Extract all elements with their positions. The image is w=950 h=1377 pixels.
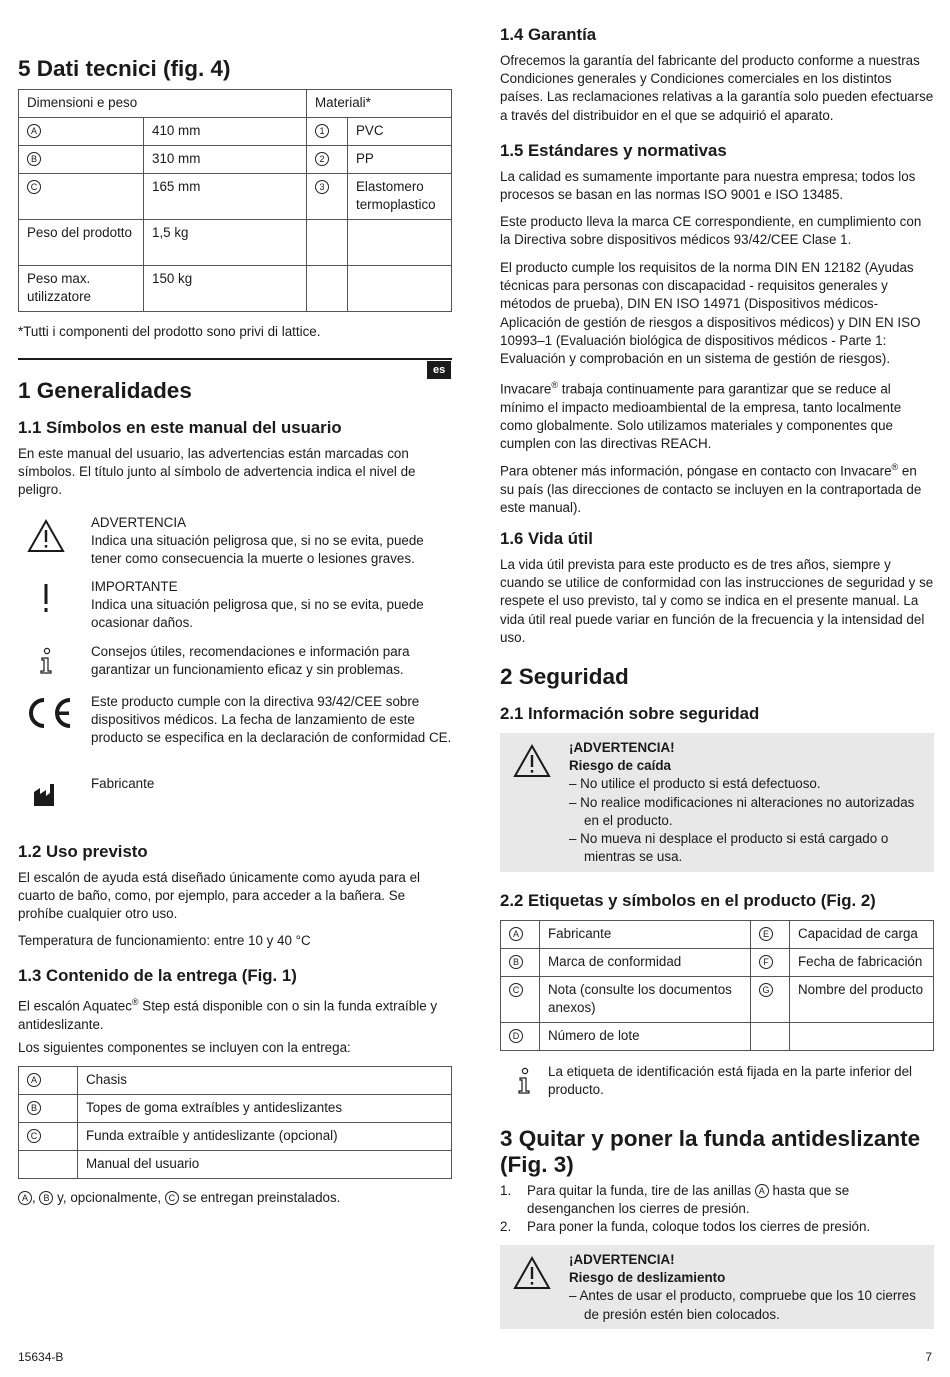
list-item-text: No realice modificaciones ni alteraciones no autorizadas en el producto. [580, 794, 915, 828]
table-cell: Nombre del producto [790, 977, 934, 1023]
letter-marker: C [165, 1191, 179, 1205]
table-cell: Manual del usuario [78, 1151, 452, 1179]
list-item-text: No utilice el producto si está defectuoso. [580, 776, 821, 792]
symbol-text: Este producto cumple con la directiva 93/42/CEE sobre dispositivos médicos. La fecha de lanzamiento de este producto se especifica en la declaración de conformidad CE. [91, 694, 452, 746]
text-run: hasta que se desenganchen los cierres de presión. [527, 1183, 850, 1217]
table-cell: PVC [348, 118, 452, 146]
registered-mark: ® [551, 380, 558, 390]
table-row [19, 220, 452, 266]
list-item: – No utilice el producto si está defectuoso. [569, 776, 821, 792]
text-run: , [32, 1190, 40, 1205]
step-number: 1. [500, 1183, 512, 1198]
table-row [19, 118, 452, 146]
warning-subtitle: Riesgo de caída [569, 758, 671, 774]
letter-marker: C [27, 180, 41, 194]
steps-list [500, 1182, 934, 1237]
text-run: y, opcionalmente, [53, 1190, 165, 1205]
table-cell: 410 mm [144, 118, 307, 146]
tech-data-table [18, 89, 452, 312]
section-2-1-title: 2.1 Información sobre seguridad [500, 704, 760, 723]
registered-mark: ® [131, 997, 139, 1007]
warning-content [569, 1251, 924, 1324]
table-row [19, 1067, 452, 1095]
number-marker: 2 [315, 152, 329, 166]
info-icon [24, 646, 68, 676]
paragraph [500, 458, 934, 517]
list-item-text: Antes de usar el producto, compruebe que los 10 cierres de presión estén bien colocados. [579, 1288, 916, 1322]
symbol-title: ADVERTENCIA [91, 515, 186, 530]
letter-marker: D [509, 1029, 523, 1043]
latex-note: *Tutti i componenti del prodotto sono privi di lattice. [18, 324, 321, 339]
table-cell: Peso max. utilizzatore [19, 266, 144, 312]
warning-box-fall [500, 733, 934, 872]
letter-marker: A [27, 124, 41, 138]
text-run: en su país (las direcciones de contacto se incluyen en la contraportada de este manual). [500, 463, 922, 515]
number-marker: 1 [315, 124, 329, 138]
text-run: trabaja continuamente para garantizar que se reduce al mínimo el impacto medioambiental de la empresa, tanto localmente como globalmente. Solo utilizamos materiales y componentes que cumplen con las directivas REACH. [500, 381, 902, 452]
table-cell: 165 mm [144, 174, 307, 220]
page-number: 7 [925, 1350, 932, 1364]
table-row [501, 921, 934, 949]
exclamation-icon [24, 581, 68, 615]
symbol-description [91, 775, 452, 793]
table-cell: Topes de goma extraíbles y antideslizantes [78, 1095, 452, 1123]
table-cell: Elastomero termoplastico [348, 174, 452, 220]
id-label-note: La etiqueta de identificación está fijada en la parte inferior del producto. [548, 1064, 913, 1098]
paragraph: El escalón de ayuda está diseñado únicamente como ayuda para el cuarto de baño, como, por ejemplo, para acceder a la bañera. Se prohíbe cualquier otro uso. [18, 870, 420, 922]
preinstalled-note [18, 1189, 452, 1207]
table-row [19, 1123, 452, 1151]
table-row [19, 146, 452, 174]
text-run: El escalón Aquatec [18, 998, 132, 1014]
table-cell: Peso del prodotto [19, 220, 144, 266]
table-cell: Capacidad de carga [790, 921, 934, 949]
table-cell: Fabricante [540, 921, 751, 949]
table-row [19, 1151, 452, 1179]
letter-marker: C [27, 1129, 41, 1143]
symbol-text: Consejos útiles, recomendaciones e información para garantizar un funcionamiento eficaz y sin problemas. [91, 644, 410, 678]
table-cell: Funda extraíble y antideslizante (opcional) [78, 1123, 452, 1151]
table-cell: PP [348, 146, 452, 174]
list-item [500, 1218, 934, 1236]
table-cell: Fecha de fabricación [790, 949, 934, 977]
section-5-title: 5 Dati tecnici (fig. 4) [18, 56, 231, 81]
delivery-table [18, 1066, 452, 1179]
symbol-title: IMPORTANTE [91, 579, 178, 594]
warning-content [569, 739, 924, 866]
section-1-1-title: 1.1 Símbolos en este manual del usuario [18, 418, 342, 437]
text-run: Step está disponible con o sin la funda extraíble y antideslizante. [18, 998, 438, 1032]
table-row [19, 1095, 452, 1123]
symbol-text: Indica una situación peligrosa que, si no se evita, puede ocasionar daños. [91, 597, 424, 631]
paragraph: La calidad es sumamente importante para nuestra empresa; todos los procesos se basan en las normas ISO 9001 e ISO 13485. [500, 169, 916, 203]
table-cell: Marca de conformidad [540, 949, 751, 977]
paragraph [500, 376, 934, 453]
letter-marker: B [39, 1191, 53, 1205]
warning-triangle-icon [24, 516, 68, 556]
section-2-2-title: 2.2 Etiquetas y símbolos en el producto (Fig. 2) [500, 891, 876, 910]
section-1-4-title: 1.4 Garantía [500, 25, 597, 44]
table-cell: 1,5 kg [144, 220, 307, 266]
section-3-title: 3 Quitar y poner la funda antideslizante (Fig. 3) [500, 1126, 921, 1177]
table-header: Dimensioni e peso [19, 90, 307, 118]
text-run: se entregan preinstalados. [178, 1190, 341, 1205]
symbol-description [91, 578, 452, 633]
table-cell: Chasis [78, 1067, 452, 1095]
paragraph: La vida útil prevista para este producto es de tres años, siempre y cuando se utilice de conformidad con las instrucciones de seguridad y se respete el uso previsto, tal y como se indica en el presente manual. La vida útil real puede variar en función de la frecuencia y la intensidad del uso. [500, 557, 934, 645]
letter-marker: B [27, 152, 41, 166]
letter-marker: F [759, 955, 773, 969]
table-row [501, 949, 934, 977]
manufacturer-icon [30, 780, 58, 810]
warning-list [569, 775, 924, 866]
table-cell: 150 kg [144, 266, 307, 312]
paragraph: En este manual del usuario, las advertencias están marcadas con símbolos. El título junto al símbolo de advertencia indica el nivel de peligro. [18, 446, 416, 498]
table-row [19, 266, 452, 312]
section-1-2-title: 1.2 Uso previsto [18, 842, 148, 861]
letter-marker: A [509, 927, 523, 941]
table-cell: Nota (consulte los documentos anexos) [540, 977, 751, 1023]
list-item [500, 1182, 934, 1218]
letter-marker: A [27, 1073, 41, 1087]
list-item-text: No mueva ni desplace el producto si está cargado o mientras se usa. [580, 831, 889, 865]
warning-subtitle: Riesgo de deslizamiento [569, 1270, 726, 1286]
warning-triangle-icon [510, 741, 554, 781]
warning-list [569, 1287, 924, 1323]
text-run: Invacare [500, 381, 552, 397]
info-icon [506, 1066, 542, 1096]
list-item: – Antes de usar el producto, compruebe que los 10 cierres de presión estén bien colocados. [569, 1288, 916, 1322]
paragraph [18, 993, 452, 1034]
symbol-description [91, 643, 452, 679]
paragraph: Los siguientes componentes se incluyen con la entrega: [18, 1040, 351, 1055]
letter-marker: G [759, 983, 773, 997]
table-header: Materiali* [307, 90, 452, 118]
list-item: – No realice modificaciones ni alteraciones no autorizadas en el producto. [569, 794, 915, 828]
labels-table [500, 920, 934, 1051]
number-marker: 3 [315, 180, 329, 194]
section-divider [18, 358, 452, 360]
section-2-title: 2 Seguridad [500, 664, 629, 689]
table-cell: Número de lote [540, 1023, 751, 1051]
letter-marker: A [755, 1184, 769, 1198]
table-cell: 310 mm [144, 146, 307, 174]
warning-title: ¡ADVERTENCIA! [569, 1252, 675, 1267]
table-cell [19, 1151, 78, 1179]
paragraph: Temperatura de funcionamiento: entre 10 y 40 °C [18, 933, 311, 948]
ce-mark-icon [22, 693, 74, 733]
warning-triangle-icon [510, 1253, 554, 1293]
warning-box-slip [500, 1245, 934, 1329]
symbol-text: Fabricante [91, 776, 155, 791]
paragraph: El producto cumple los requisitos de la norma DIN EN 12182 (Ayudas técnicas para personas con discapacidad - requisitos generales y métodos de prueba), DIN EN ISO 14971 (Dispositivos médicos-Aplicación de gestión de riesgos a dispositivos médicos) y DIN EN ISO 10993–1 (Evaluación biológica de dispositivos médicos - Parte 1: Evaluación y comprobación en un sistema de gestión de riesgos). [500, 260, 921, 367]
text-run: Para quitar la funda, tire de las anillas [527, 1183, 755, 1198]
language-badge: es [427, 361, 451, 379]
letter-marker: B [27, 1101, 41, 1115]
letter-marker: A [18, 1191, 32, 1205]
list-item: – No mueva ni desplace el producto si está cargado o mientras se usa. [569, 831, 889, 865]
step-number: 2. [500, 1219, 512, 1235]
warning-title: ¡ADVERTENCIA! [569, 740, 675, 755]
paragraph: Ofrecemos la garantía del fabricante del producto conforme a nuestras Condiciones generales y Condiciones comerciales en los distintos países. Las reclamaciones relativas a la garantía solo pueden efectuarse a través del distribuidor en el que se adquirió el aparato. [500, 53, 934, 123]
letter-marker: E [759, 927, 773, 941]
paragraph: Este producto lleva la marca CE correspondiente, en cumplimiento con la Directiva sobre dispositivos médicos 93/42/CEE Clase 1. [500, 214, 922, 248]
text-run: Para obtener más información, póngase en contacto con Invacare [500, 463, 892, 479]
table-row [501, 977, 934, 1023]
section-1-6-title: 1.6 Vida útil [500, 529, 593, 548]
symbol-description [91, 514, 452, 569]
letter-marker: C [509, 983, 523, 997]
letter-marker: B [509, 955, 523, 969]
symbol-description [91, 693, 452, 748]
table-row [501, 1023, 934, 1051]
document-number: 15634-B [18, 1350, 64, 1364]
text-run: Para poner la funda, coloque todos los cierres de presión. [527, 1219, 871, 1235]
section-1-title: 1 Generalidades [18, 378, 192, 403]
section-1-5-title: 1.5 Estándares y normativas [500, 141, 727, 160]
section-1-3-title: 1.3 Contenido de la entrega (Fig. 1) [18, 966, 297, 985]
symbol-text: Indica una situación peligrosa que, si no se evita, puede tener como consecuencia la muerte o lesiones graves. [91, 533, 424, 567]
table-row [19, 174, 452, 220]
registered-mark: ® [891, 462, 899, 472]
